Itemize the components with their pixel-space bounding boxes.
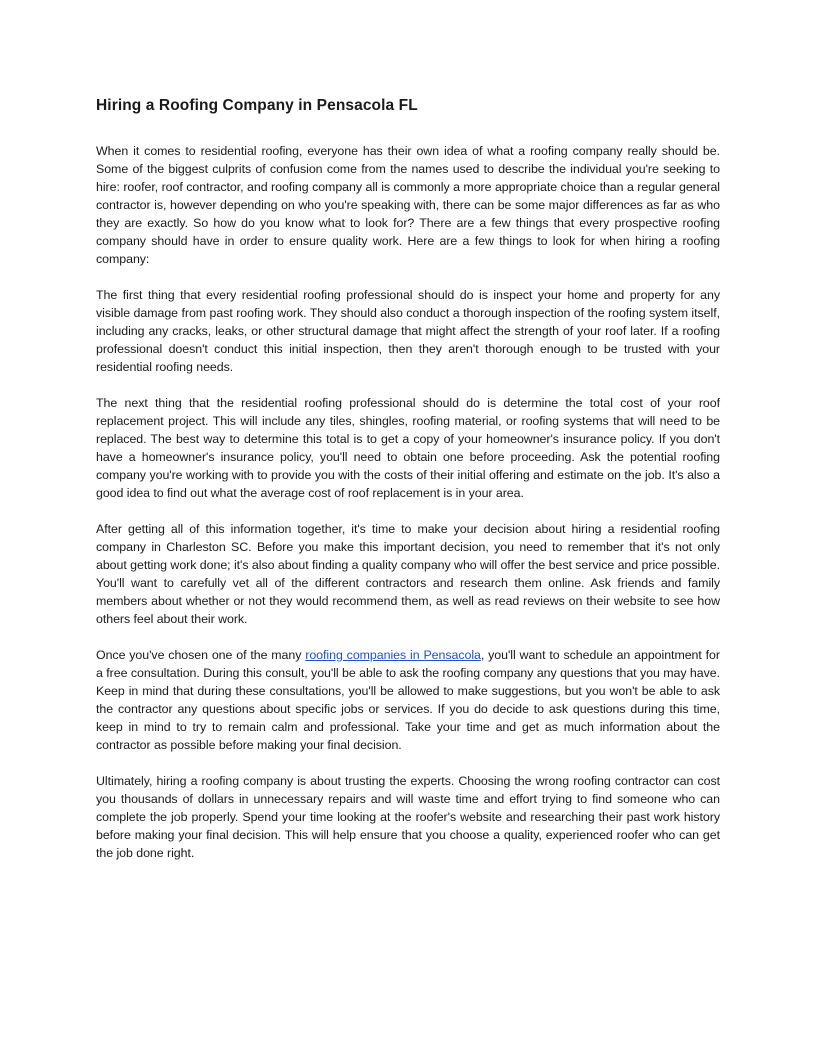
paragraph-consultation: [96, 646, 720, 754]
consultation-text-after: , you'll want to schedule an appointment for a free consultation. During this consult, you'll be able to ask the roofing company any questions that you may have. Keep in mind that during these consultations, you'll be allowed to make suggestions, but you won't be able to ask the contractor any questions about specific jobs or services. If you do decide to ask questions during this time, keep in mind to try to remain calm and professional. Take your time and get as much information about the contractor as possible before making your final decision.: [96, 648, 720, 752]
paragraph-inspection: The first thing that every residential roofing professional should do is inspect your home and property for any visible damage from past roofing work. They should also conduct a thorough inspection of the roofing system itself, including any cracks, leaks, or other structural damage that might affect the strength of your roof later. If a roofing professional doesn't conduct this initial inspection, then they aren't thorough enough to be trusted with your residential roofing needs.: [96, 288, 720, 374]
consultation-text-before: Once you've chosen one of the many: [96, 648, 306, 662]
paragraph-intro: When it comes to residential roofing, everyone has their own idea of what a roofing company really should be. Some of the biggest culprits of confusion come from the names used to describe the individual you're seeking to hire: roofer, roof contractor, and roofing company all is commonly a more appropriate choice than a regular general contractor is, however depending on who you're speaking with, there can be some major differences as far as who they are exactly. So how do you know what to look for? There are a few things that every prospective roofing company should have in order to ensure quality work. Here are a few things to look for when hiring a roofing company:: [96, 144, 720, 266]
document-page: [96, 96, 720, 880]
paragraph-conclusion: Ultimately, hiring a roofing company is about trusting the experts. Choosing the wrong roofing contractor can cost you thousands of dollars in unnecessary repairs and will waste time and effort trying to find someone who can complete the job properly. Spend your time looking at the roofer's website and researching their past work history before making your final decision. This will help ensure that you choose a quality, experienced roofer who can get the job done right.: [96, 774, 720, 860]
roofing-companies-link[interactable]: roofing companies in Pensacola: [305, 648, 481, 662]
paragraph-cost: The next thing that the residential roofing professional should do is determine the total cost of your roof replacement project. This will include any tiles, shingles, roofing material, or roofing systems that will need to be replaced. The best way to determine this total is to get a copy of your homeowner's insurance policy. If you don't have a homeowner's insurance policy, you'll need to obtain one before proceeding. Ask the potential roofing company you're working with to provide you with the costs of their initial offering and estimate on the job. It's also a good idea to find out what the average cost of roof replacement is in your area.: [96, 396, 720, 500]
page-title: Hiring a Roofing Company in Pensacola FL: [96, 97, 418, 114]
paragraph-decision: After getting all of this information together, it's time to make your decision about hiring a residential roofing company in Charleston SC. Before you make this important decision, you need to remember that it's not only about getting work done; it's also about finding a quality company who will offer the best service and price possible. You'll want to carefully vet all of the different contractors and research them online. Ask friends and family members about whether or not they would recommend them, as well as read reviews on their website to see how others feel about their work.: [96, 522, 720, 626]
